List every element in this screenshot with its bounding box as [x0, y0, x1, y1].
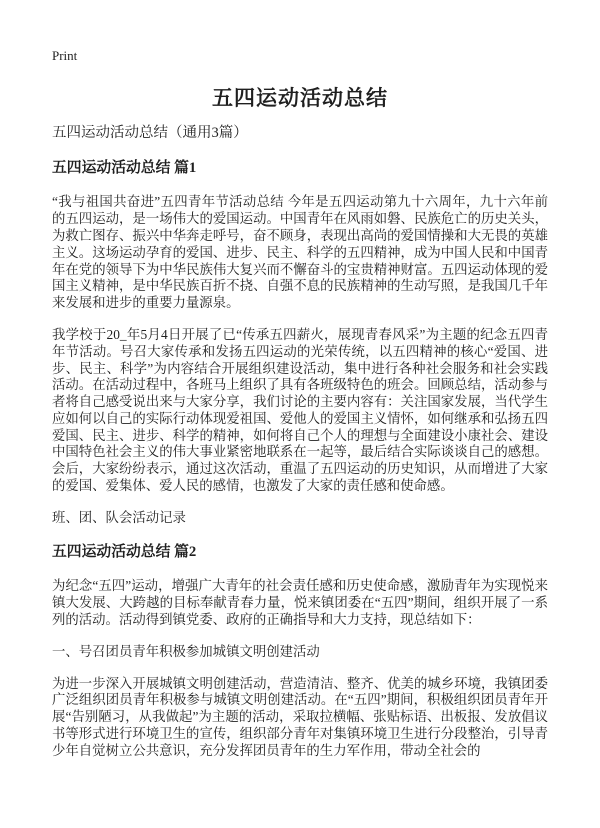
section-1-paragraph-3: 班、团、队会活动记录 — [52, 509, 186, 525]
section-1-paragraph-2: 我学校于20_年5月4日开展了已“传承五四薪火，展现青春风采”为主题的纪念五四青年节活动。号召大家传承和发扬五四运动的光荣传统，以五四精神的核心“爱国、进步、民主、科学”为内容结合开展组织建设活动，集中进行各种社会服务和社会实践活动。在活动过程中，各班马上组织了具有各班级特色的班会。回顾总结，活动参与者将自己感受说出来与大家分享，我们讨论的主要内容有：关注国家发展，当代学生应如何以自己的实际行动体现爱祖国、爱他人的爱国主义情怀，如何继承和弘扬五四爱国、民主、进步、科学的精神，如何将自己个人的理想与全面建设小康社会、建设中国特色社会主义的伟大事业紧密地联系在一起等，最后结合实际谈谈自己的感想。会后，大家纷纷表示，通过这次活动，重温了五四运动的历史知识，从而增进了大家的爱国、爱集体、爱人民的感情，也激发了大家的责任感和使命感。 — [52, 326, 548, 494]
section-1-heading: 五四运动活动总结 篇1 — [52, 159, 197, 176]
section-2-paragraph-3: 为进一步深入开展城镇文明创建活动，营造清洁、整齐、优美的城乡环境，我镇团委广泛组织团员青年积极参与城镇文明创建活动。在“五四”期间，积极组织团员青年开展“告别陋习，从我做起”为主题的活动，采取拉横幅、张贴标语、出板报、发放倡议书等形式进行环境卫生的宣传，组织部分青年对集镇环境卫生进行分段整治，引导青少年自觉树立公共意识，充分发挥团员青年的生力军作用，带动全社会的 — [52, 675, 548, 758]
section-1-paragraph-1: “我与祖国共奋进”五四青年节活动总结 今年是五四运动第九十六周年，九十六年前的五四运动，是一场伟大的爱国运动。中国青年在风雨如磐、民族危亡的历史关头，为救亡图存、振兴中华奔走呼号，奋不顾身，表现出高尚的爱国情操和大无畏的英雄主义。这场运动孕育的爱国、进步、民主、科学的五四精神，成为中国人民和中国青年在党的领导下为中华民族伟大复兴而不懈奋斗的宝贵精神财富。五四运动体现的爱国主义精神，是中华民族百折不挠、自强不息的民族精神的生动写照，是我国几千年来发展和进步的重要力量源泉。 — [52, 194, 548, 311]
section-2-paragraph-2: 一、号召团员青年积极参加城镇文明创建活动 — [52, 643, 320, 659]
document-title: 五四运动活动总结 — [212, 86, 388, 110]
section-2-heading: 五四运动活动总结 篇2 — [52, 543, 197, 560]
print-link[interactable]: Print — [52, 48, 78, 63]
document-subtitle: 五四运动活动总结（通用3篇） — [52, 125, 248, 142]
section-2-paragraph-1: 为纪念“五四”运动，增强广大青年的社会责任感和历史使命感，激励青年为实现悦来镇大发展、大跨越的目标奉献青春力量，悦来镇团委在“五四”期间，组织开展了一系列的活动。活动得到镇党委、政府的正确指导和大力支持，现总结如下： — [52, 578, 548, 628]
